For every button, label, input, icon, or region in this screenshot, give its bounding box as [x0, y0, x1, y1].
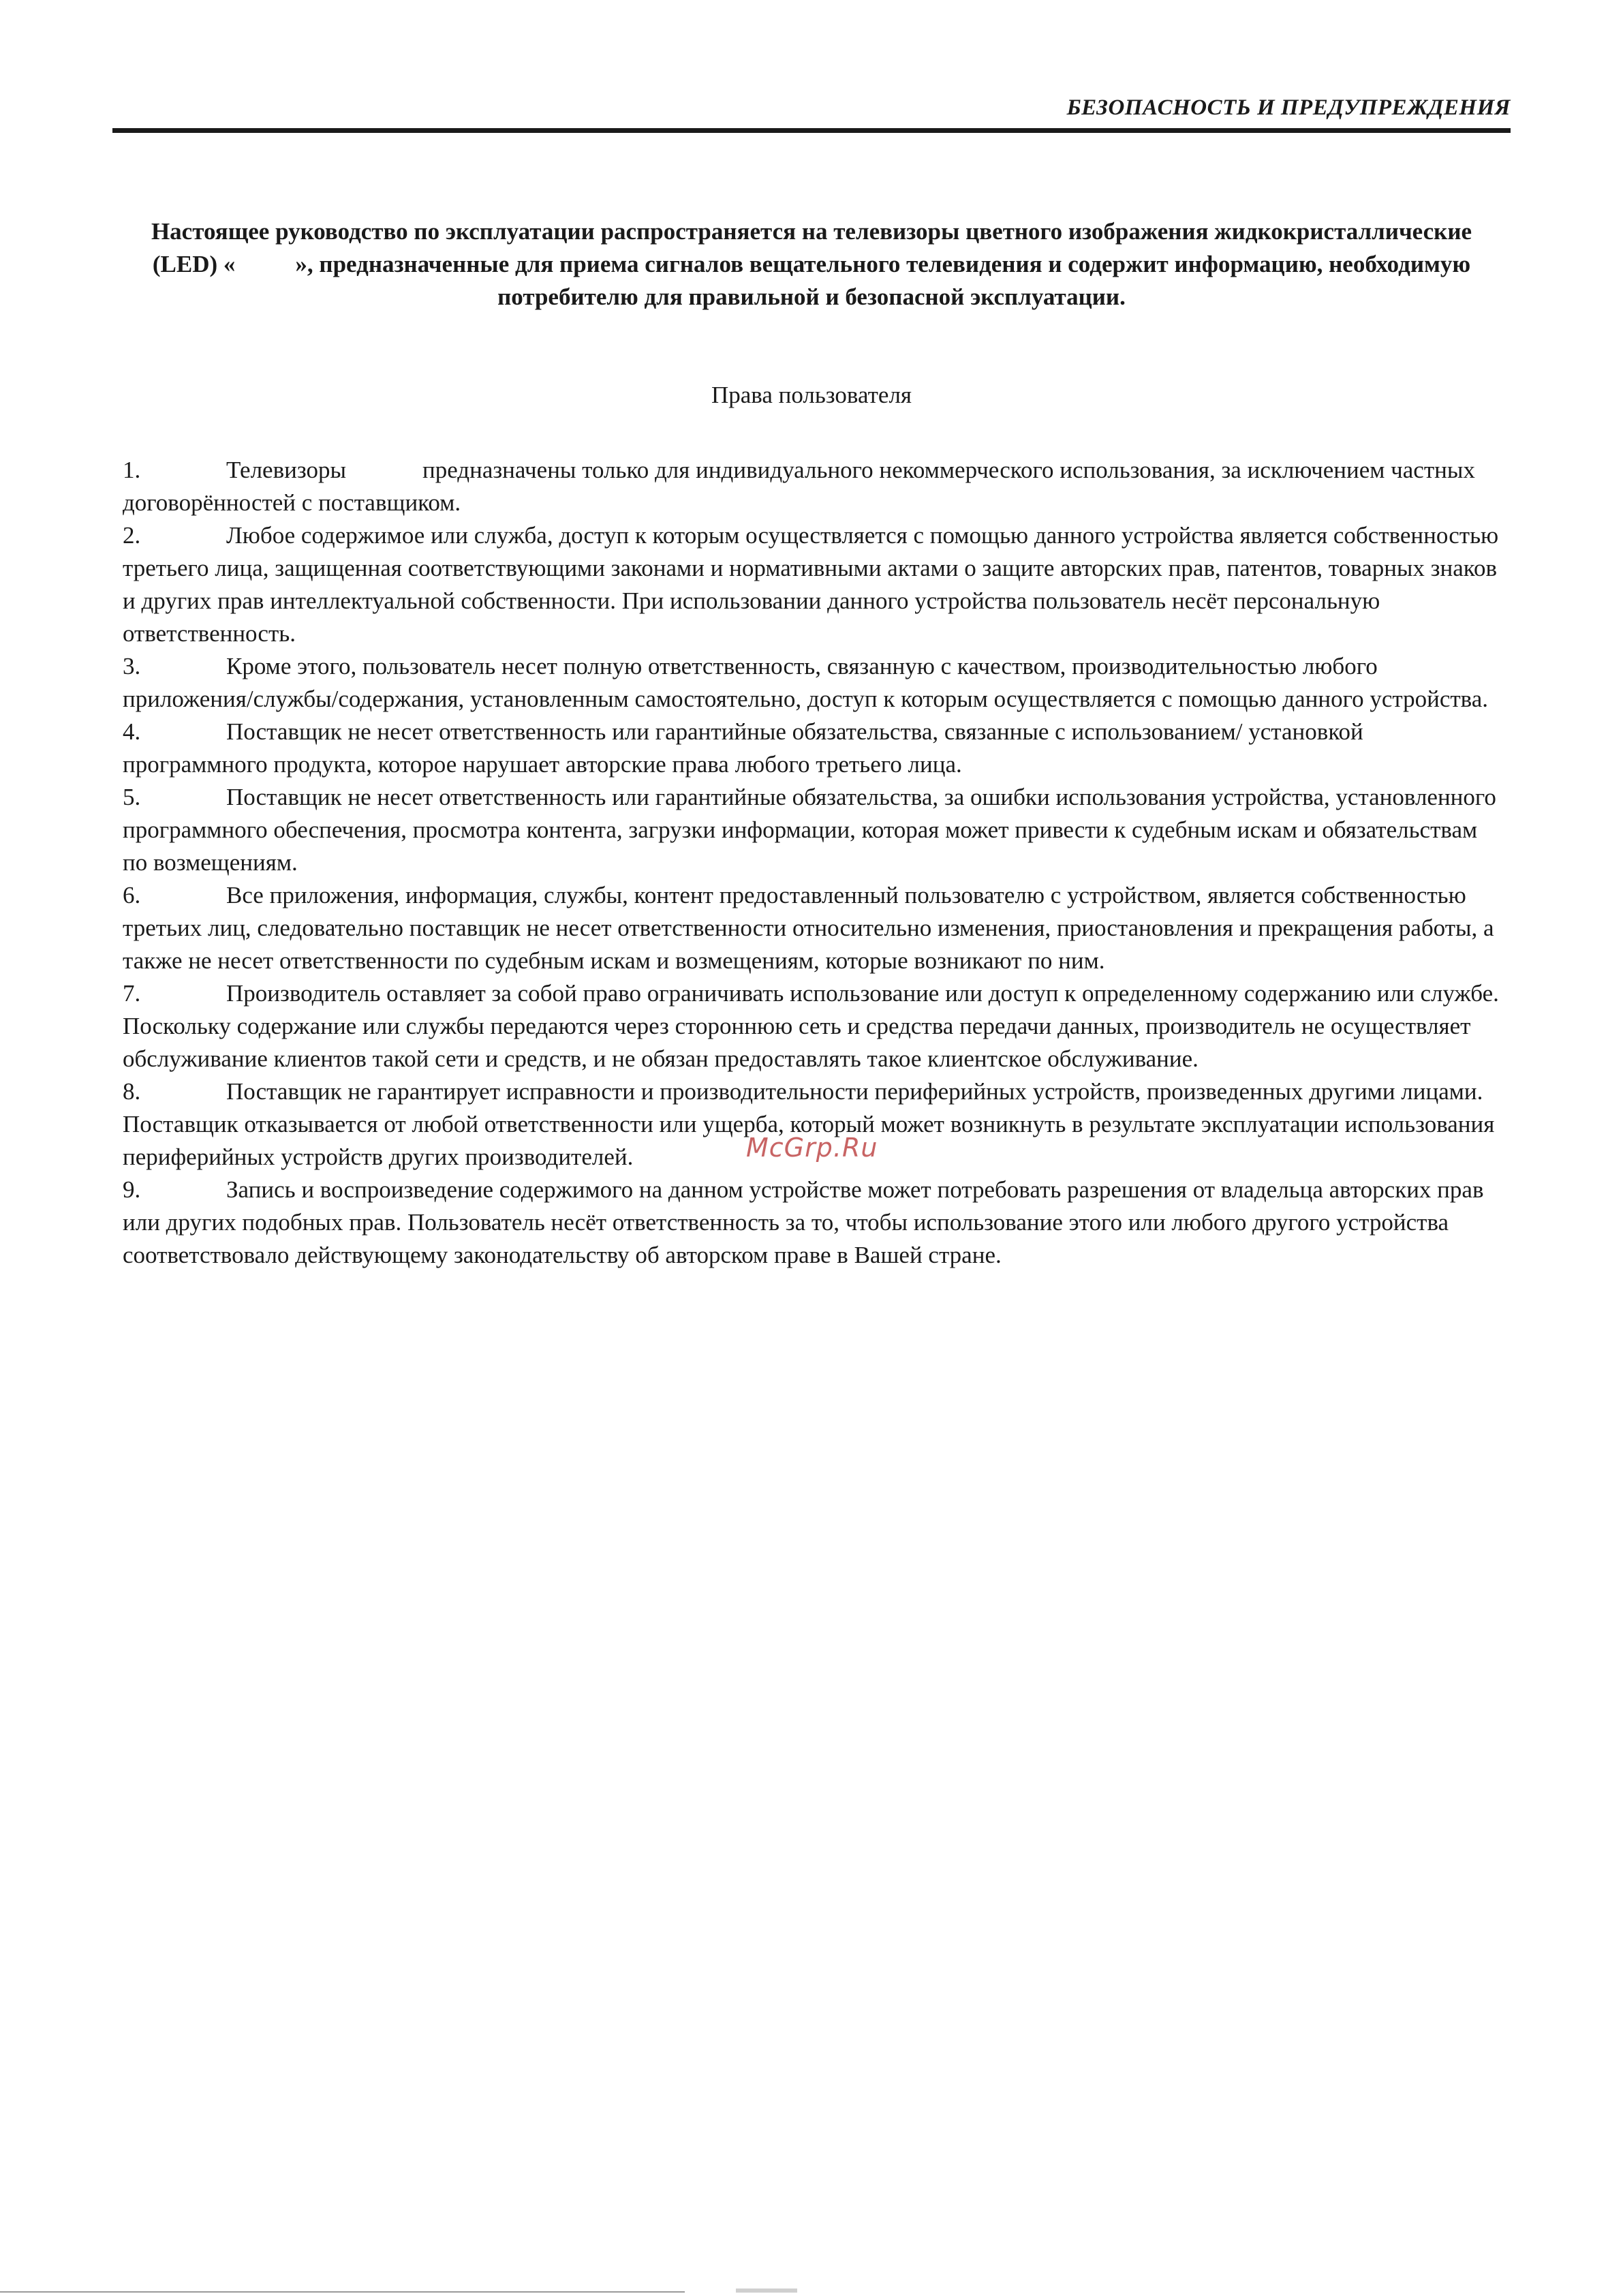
item-number: 7.: [123, 980, 141, 1007]
header-divider: [112, 128, 1511, 133]
list-item: [123, 879, 1506, 977]
section-title: Права пользователя: [711, 382, 912, 408]
list-item: [123, 716, 1506, 781]
footer-mark: [736, 2289, 797, 2293]
list-item: [123, 454, 1506, 519]
item-number: 8.: [123, 1078, 141, 1105]
item-text: предназначены только для индивидуального некоммерческого использования, за исключением частных договорённостей с поставщиком.: [123, 457, 1475, 516]
item-number: 6.: [123, 882, 141, 908]
item-text: Поставщик не несет ответственность или гарантийные обязательства, связанные с использованием/ установкой программного продукта, которое нарушает авторские права любого третьего лица.: [123, 718, 1363, 778]
item-text: Поставщик не гарантирует исправности и производительности периферийных устройств, произведенных другими лицами. Поставщик отказывается от любой ответственности или ущерба, который может возникнуть в результате эксплуатации использования периферийных устройств других производителей.: [123, 1078, 1495, 1170]
item-text: Запись и воспроизведение содержимого на данном устройстве может потребовать разрешения от владельца авторских прав или других подобных прав. Пользователь несёт ответственность за то, чтобы использование этого или любого другого устройства соответствовало действующему законодательству об авторском праве в Вашей стране.: [123, 1176, 1484, 1268]
item-number: 2.: [123, 522, 141, 549]
item-text: Все приложения, информация, службы, контент предоставленный пользователю с устройством, является собственностью третьих лиц, следовательно поставщик не несет ответственности относительно изменения, приостановления и прекращения работы, а также не несет ответственности по судебным искам и возмещениям, которые возникают по ним.: [123, 882, 1494, 974]
item-text: Любое содержимое или служба, доступ к которым осуществляется с помощью данного устройства является собственностью третьего лица, защищенная соответствующими законами и нормативными актами о защите авторских прав, патентов, товарных знаков и других прав интеллектуальной собственности. При использовании данного устройства пользователь несёт персональную ответственность.: [123, 522, 1499, 647]
list-item: [123, 650, 1506, 716]
item-number: 4.: [123, 718, 141, 745]
item-text: Производитель оставляет за собой право ограничивать использование или доступ к определенному содержанию или службе. Поскольку содержание или службы передаются через стороннюю сеть и средства передачи данных, производитель не осуществляет обслуживание клиентов такой сети и средств, и не обязан предоставлять такое клиентское обслуживание.: [123, 980, 1499, 1072]
list-item: [123, 977, 1506, 1075]
intro-paragraph: [119, 215, 1504, 313]
item-text: Телевизоры: [226, 457, 346, 483]
page-header-title: БЕЗОПАСНОСТЬ И ПРЕДУПРЕЖДЕНИЯ: [1066, 95, 1511, 120]
list-item: [123, 781, 1506, 879]
intro-text-after-brand: », предназначенные для приема сигналов вещательного телевидения и содержит информацию, необходимую потребителю для правильной и безопасной эксплуатации.: [295, 251, 1471, 310]
list-item: [123, 1174, 1506, 1272]
item-number: 9.: [123, 1176, 141, 1203]
footer-divider: [0, 2291, 685, 2293]
item-number: 3.: [123, 653, 141, 679]
intro-text-before-brand: Настоящее руководство по эксплуатации распространяется на телевизоры цветного изображения жидкокристаллические (LED) «: [151, 218, 1472, 277]
list-item: [123, 519, 1506, 650]
item-number: 5.: [123, 784, 141, 810]
item-number: 1.: [123, 457, 141, 483]
watermark-text: McGrp.Ru: [746, 1133, 878, 1163]
item-text: Кроме этого, пользователь несет полную ответственность, связанную с качеством, производительностью любого приложения/службы/содержания, установленным самостоятельно, доступ к которым осуществляется с помощью данного устройства.: [123, 653, 1489, 712]
item-text: Поставщик не несет ответственность или гарантийные обязательства, за ошибки использования устройства, установленного программного обеспечения, просмотра контента, загрузки информации, которая может привести к судебным искам и обязательствам по возмещениям.: [123, 784, 1496, 876]
